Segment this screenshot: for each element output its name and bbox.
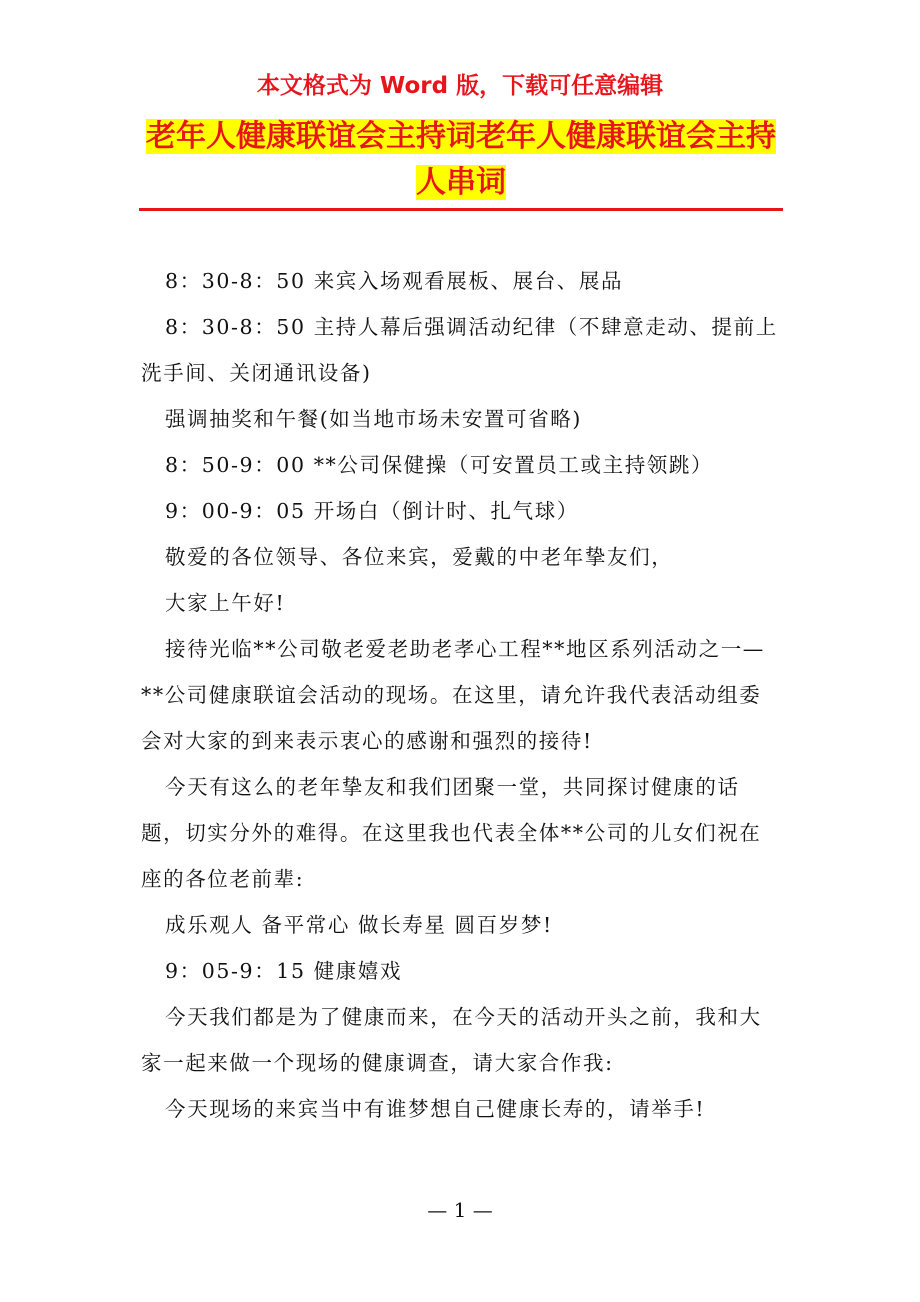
paragraph: 今天有这么的老年挚友和我们团聚一堂，共同探讨健康的话题，切实分外的难得。在这里我也代表全体**公司的儿女们祝在座的各位老前辈: xyxy=(141,775,762,891)
document-body xyxy=(141,258,783,1132)
paragraph: 8：30-8：50 主持人幕后强调活动纪律（不肆意走动、提前上洗手间、关闭通讯设备) xyxy=(141,315,778,385)
document-title xyxy=(140,114,782,206)
paragraph: 8：30-8：50 来宾入场观看展板、展台、展品 xyxy=(165,269,624,293)
paragraph: 敬爱的各位领导、各位来宾，爱戴的中老年挚友们， xyxy=(165,545,674,569)
title-divider xyxy=(139,208,783,211)
paragraph: 成乐观人 备平常心 做长寿星 圆百岁梦! xyxy=(165,913,553,937)
download-notice: 本文格式为 Word 版，下载可任意编辑 xyxy=(256,73,664,99)
page-number: — 1 — xyxy=(427,1198,493,1222)
paragraph: 今天我们都是为了健康而来，在今天的活动开头之前，我和大家一起来做一个现场的健康调查，请大家合作我: xyxy=(141,1005,762,1075)
document-title-text: 老年人健康联谊会主持词老年人健康联谊会主持人串词 xyxy=(146,119,776,200)
paragraph: 9：05-9：15 健康嬉戏 xyxy=(165,959,403,983)
paragraph: 今天现场的来宾当中有谁梦想自己健康长寿的，请举手! xyxy=(165,1097,706,1121)
paragraph: 8：50-9：00 **公司保健操（可安置员工或主持领跳） xyxy=(165,453,714,477)
paragraph: 大家上午好! xyxy=(165,591,286,615)
paragraph: 强调抽奖和午餐(如当地市场未安置可省略) xyxy=(165,407,582,431)
paragraph: 9：00-9：05 开场白（倒计时、扎气球） xyxy=(165,499,579,523)
paragraph: 接待光临**公司敬老爱老助老孝心工程**地区系列活动之一—**公司健康联谊会活动的现场。在这里，请允许我代表活动组委会对大家的到来表示衷心的感谢和强烈的接待! xyxy=(141,637,765,753)
